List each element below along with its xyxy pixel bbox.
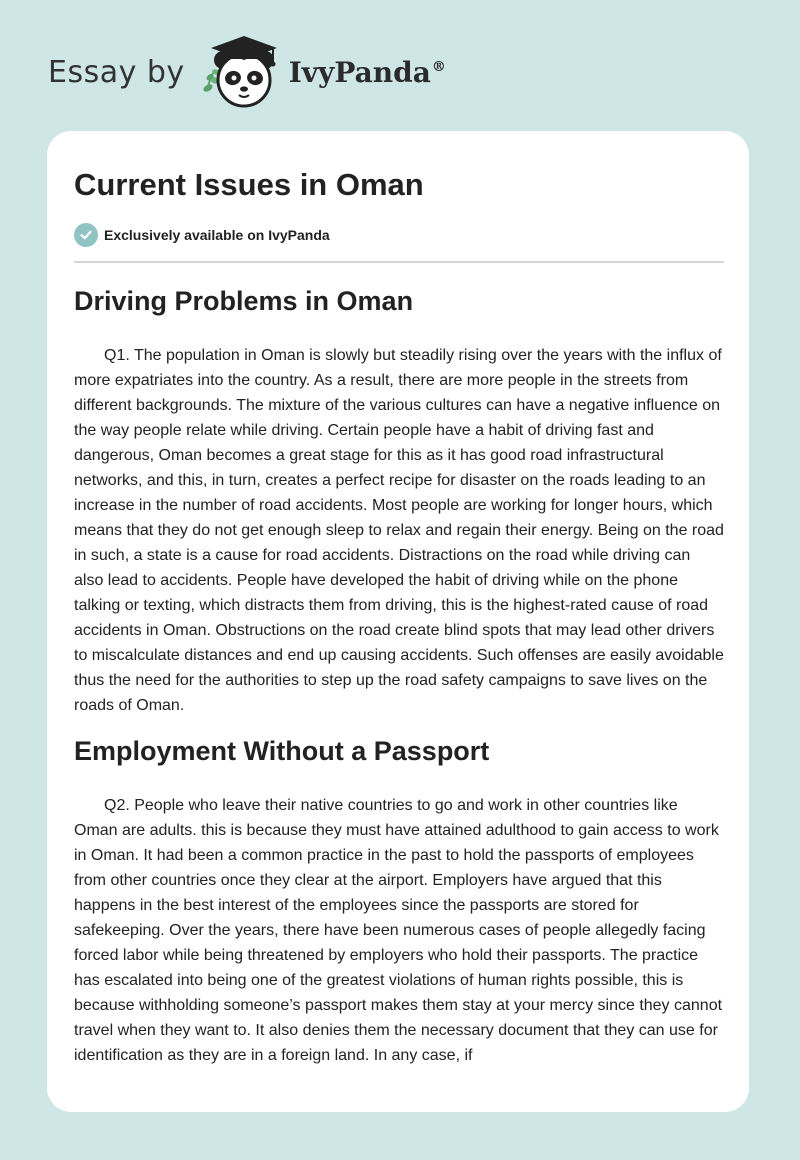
brand-prefix: Essay by — [48, 54, 185, 90]
registered-mark: ® — [431, 59, 446, 76]
divider — [74, 261, 724, 263]
exclusive-label: Exclusively available on IvyPanda — [104, 227, 330, 243]
check-icon — [74, 223, 98, 247]
section-heading-employment: Employment Without a Passport — [74, 736, 490, 766]
section-heading-driving: Driving Problems in Oman — [74, 286, 414, 316]
panda-mascot-icon — [199, 32, 285, 112]
essay-card — [47, 131, 749, 1112]
section-paragraph-employment: Q2. People who leave their native countries to go and work in other countries like Oman are adults. this is because they must have attained adulthood to gain access to work in Oman. It had been a common practice in the past to hold the passports of employees from other countries once they clear at the airport. Employers have argued that this happens in the best interest of the employees since the passports are stored for safekeeping. Over the years, there have been numerous cases of people allegedly facing forced labor while being threatened by employers who hold their passports. The practice has escalated into being one of the greatest violations of human rights possible, this is because withholding someone’s passport makes them stay at your mercy since they cannot travel when they want to. It also denies them the necessary document that they can use for identification as they are in a foreign land. In any case, if — [74, 797, 723, 1064]
site-logo[interactable] — [48, 32, 446, 112]
exclusive-badge — [74, 223, 330, 247]
section-paragraph-driving: Q1. The population in Oman is slowly but steadily rising over the years with the influx of more expatriates into the country. As a result, there are more people in the streets from different backgrounds. The mixture of the various cultures can have a negative influence on the way people relate while driving. Certain people have a habit of driving fast and dangerous, Oman becomes a great stage for this as it has good road infrastructural networks, and this, in turn, creates a perfect recipe for disaster on the roads leading to an increase in the number of road accidents. Most people are working for longer hours, which means that they do not get enough sleep to relax and regain their energy. Being on the road in such, a state is a cause for road accidents. Distractions on the road while driving can also lead to accidents. People have developed the habit of driving while on the phone talking or texting, which distracts them from driving, this is the highest-rated cause of road accidents in Oman. Obstructions on the road create blind spots that may lead other drivers to miscalculate distances and end up causing accidents. Such offenses are easily avoidable thus the need for the authorities to step up the road safety campaigns to save lives on the roads of Oman. — [74, 347, 724, 714]
brand-name: IvyPanda® — [288, 55, 446, 89]
page-title: Current Issues in Oman — [74, 167, 424, 202]
